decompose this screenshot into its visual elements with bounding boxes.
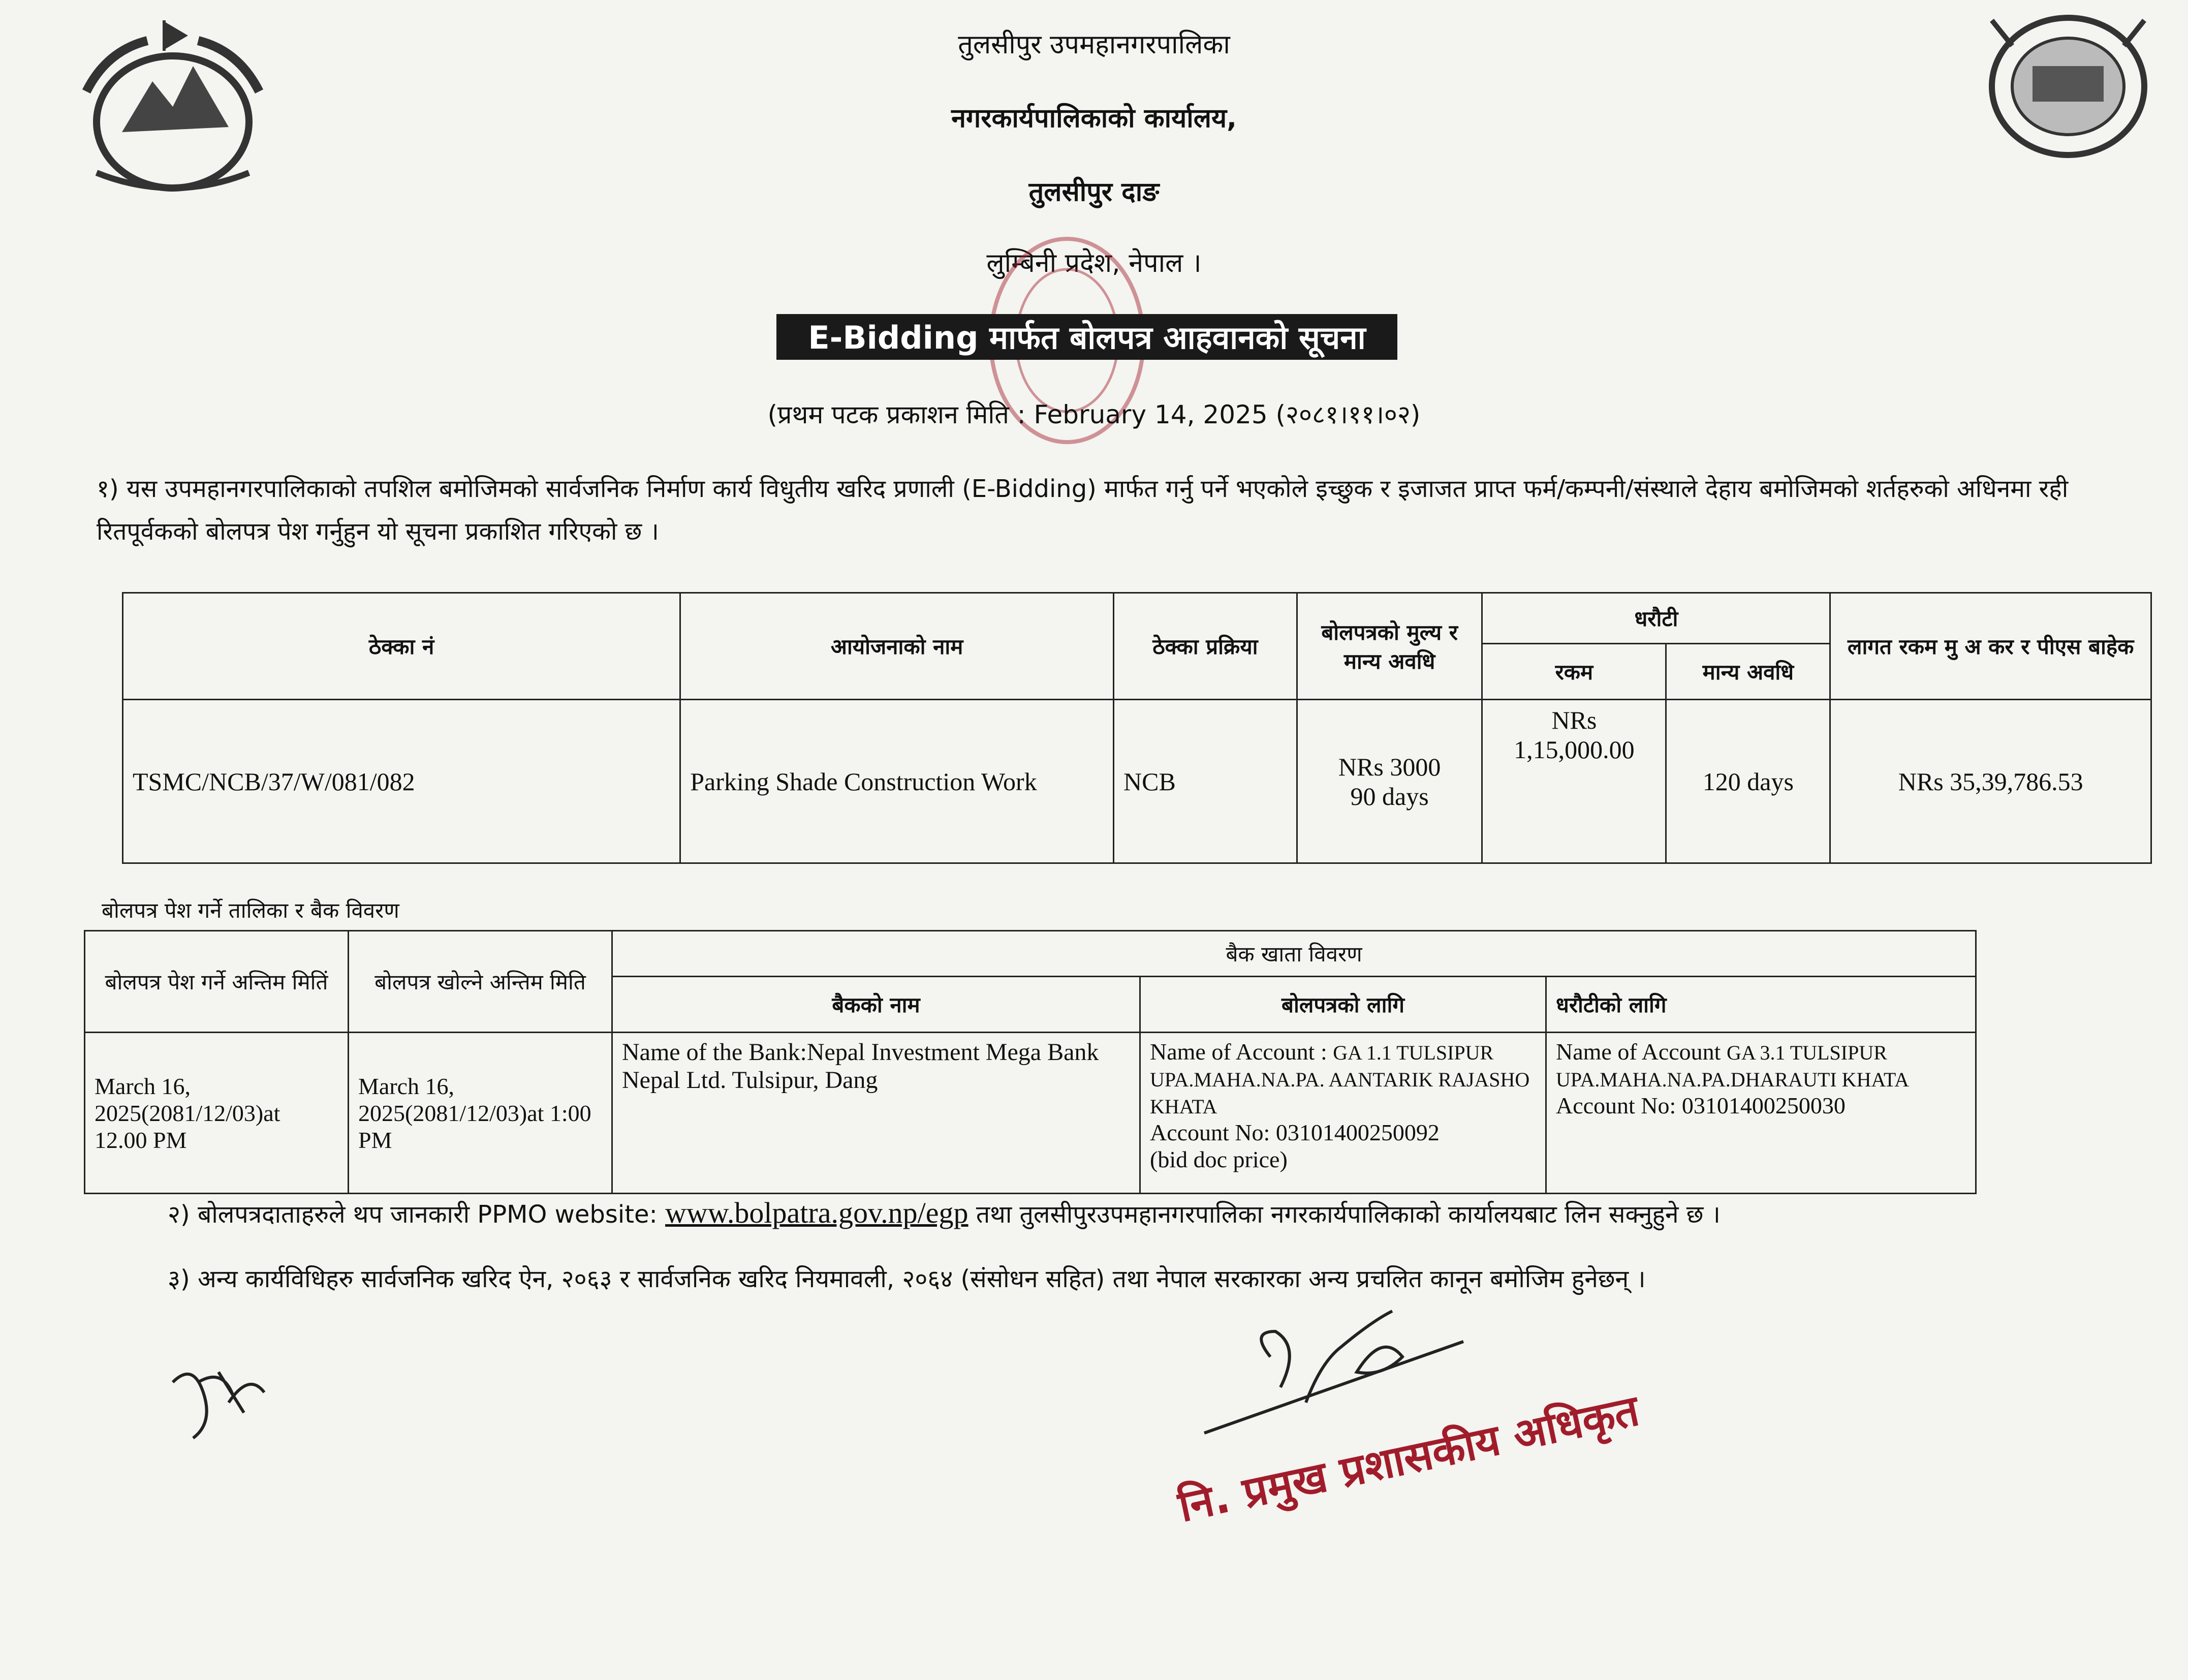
intro-paragraph: १) यस उपमहानगरपालिकाको तपशिल बमोजिमको सार्वजनिक निर्माण कार्य विधुतीय खरिद प्रणाली (E-Bidding) मार्फत गर्नु पर्ने भएकोले इच्छुक र इजाजत प्राप्त फर्म/कम्पनी/संस्थाले देहाय बमोजिमको शर्तहरुको अधिनमा रही रितपूर्वकको बोलपत्र पेश गर्नुहुन यो सूचना प्रकाशित गरिएको छ । xyxy=(97,475,2069,546)
info-paragraph xyxy=(168,1192,2149,1236)
deposit-account-number: Account No: 03101400250030 xyxy=(1556,1093,1846,1118)
ppmo-website-link[interactable]: www.bolpatra.gov.np/egp xyxy=(665,1196,968,1229)
schedule-caption: बोलपत्र पेश गर्ने तालिका र बैक विवरण xyxy=(102,898,399,923)
office-location: तुलसीपुर दाङ xyxy=(1028,177,1160,207)
info-suffix: तथा तुलसीपुरउपमहानगरपालिका नगरकार्यपालिकाको कार्यालयबाट लिन सक्नुहुने छ । xyxy=(976,1200,1721,1229)
open-date-cell: March 16, 2025(2081/12/03)at 1:00 PM xyxy=(349,1033,612,1194)
bank-name-cell: Name of the Bank:Nepal Investment Mega Bank Nepal Ltd. Tulsipur, Dang xyxy=(612,1033,1140,1194)
deposit-amount-cell xyxy=(1482,700,1666,863)
deposit-validity-header: मान्य अवधि xyxy=(1666,644,1830,700)
cost-cell: NRs 35,39,786.53 xyxy=(1830,700,2151,863)
for-bid-header: बोलपत्रको लागि xyxy=(1140,977,1546,1033)
bank-details-header: बैक खाता विवरण xyxy=(612,931,1976,977)
bid-account-note: (bid doc price) xyxy=(1150,1146,1288,1172)
for-deposit-header: धरौटीको लागि xyxy=(1546,977,1976,1033)
deposit-header: धरौटी xyxy=(1482,593,1830,644)
procedure-paragraph: ३) अन्य कार्यविधिहरु सार्वजनिक खरिद ऐन, २०६३ र सार्वजनिक खरिद नियमावली, २०६४ (संसोधन सहित) तथा नेपाल सरकारका अन्य प्रचलित कानून बमोजिम हुनेछन् । xyxy=(168,1265,1646,1293)
office-name: नगरकार्यपालिकाको कार्यालय, xyxy=(951,103,1237,134)
contract-table xyxy=(122,592,2152,864)
deposit-account-label: Name of Account xyxy=(1556,1039,1721,1065)
project-name-header: आयोजनाको नाम xyxy=(680,593,1114,700)
bid-account-label: Name of Account : xyxy=(1150,1039,1327,1065)
deposit-amount-header: रकम xyxy=(1482,644,1666,700)
submit-deadline-header: बोलपत्र पेश गर्ने अन्तिम मितिं xyxy=(85,931,349,1033)
contract-no-cell: TSMC/NCB/37/W/081/082 xyxy=(123,700,680,863)
schedule-bank-table xyxy=(84,930,1977,1194)
deposit-account-cell xyxy=(1546,1033,1976,1194)
bid-account-cell xyxy=(1140,1033,1546,1194)
deposit-validity-cell: 120 days xyxy=(1666,700,1830,863)
doc-price-value: NRs 3000 xyxy=(1338,752,1441,781)
bid-account-name: GA 1.1 TULSIPUR UPA.MAHA.NA.PA. AANTARIK RAJASHO KHATA xyxy=(1150,1041,1530,1118)
deposit-account-name: GA 3.1 TULSIPUR UPA.MAHA.NA.PA.DHARAUTI KHATA xyxy=(1556,1041,1910,1091)
deposit-amount-line1: NRs xyxy=(1551,706,1597,734)
doc-price-cell xyxy=(1297,700,1482,863)
doc-validity-value: 90 days xyxy=(1350,782,1429,811)
officer-title: नि. प्रमुख प्रशासकीय अधिकृत xyxy=(1174,1385,1643,1532)
project-name-cell: Parking Shade Construction Work xyxy=(680,700,1114,863)
province-country: लुम्बिनी प्रदेश, नेपाल । xyxy=(986,248,1202,278)
procedure-header: ठेक्का प्रक्रिया xyxy=(1114,593,1297,700)
doc-price-header: बोलपत्रको मुल्य र मान्य अवधि xyxy=(1297,593,1482,700)
contract-no-header: ठेक्का नं xyxy=(123,593,680,700)
cost-header: लागत रकम मु अ कर र पीएस बाहेक xyxy=(1830,593,2151,700)
procedure-cell: NCB xyxy=(1114,700,1297,863)
initials-signature xyxy=(163,1352,274,1453)
deposit-amount-line2: 1,15,000.00 xyxy=(1514,735,1635,764)
submit-deadline-cell: March 16, 2025(2081/12/03)at 12.00 PM xyxy=(85,1033,349,1194)
bid-account-number: Account No: 03101400250092 xyxy=(1150,1119,1440,1145)
bank-name-header: बैकको नाम xyxy=(612,977,1140,1033)
open-date-header: बोलपत्र खोल्ने अन्तिम मिति xyxy=(349,931,612,1033)
info-prefix: २) बोलपत्रदाताहरुले थप जानकारी PPMO website: xyxy=(168,1200,658,1229)
municipality-name: तुलसीपुर उपमहानगरपालिका xyxy=(958,29,1230,60)
notice-title: E-Bidding मार्फत बोलपत्र आहवानको सूचना xyxy=(776,314,1397,360)
publication-date: (प्रथम पटक प्रकाशन मिति : February 14, 2025 (२०८१।११।०२) xyxy=(767,400,1421,429)
